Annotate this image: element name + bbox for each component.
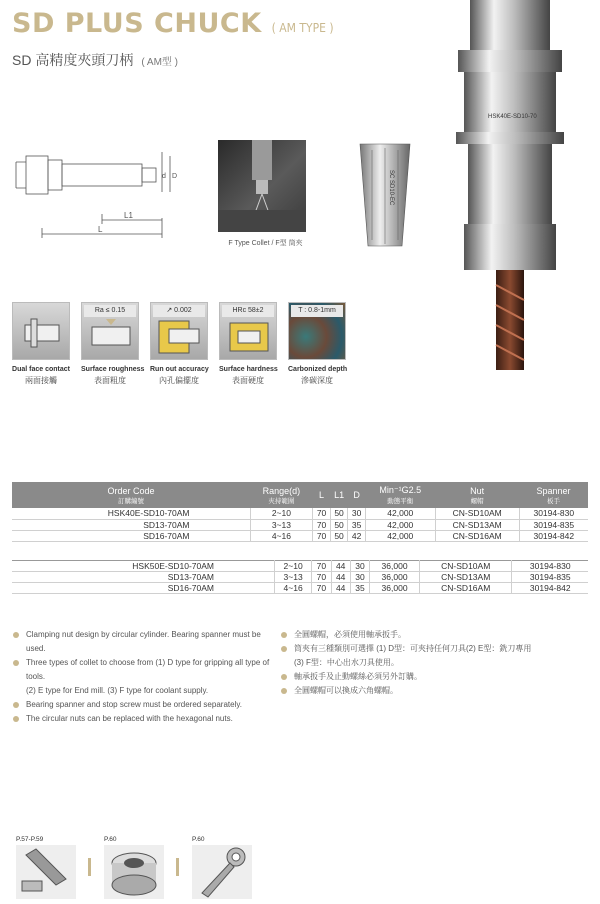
surface-roughness-icon: Ra ≤ 0.15 [81,302,139,360]
machine-photo [218,140,306,232]
carbonized-icon: T : 0.8-1mm [288,302,346,360]
holder-marking: HSK40E-SD10-70 [488,114,537,120]
nut-icon [104,845,164,899]
feature-dual-face: Dual face contact 兩面接觸 [12,302,70,386]
photo-caption: F Type Collet / F型 筒夾 [228,240,303,247]
spanner-icon [16,845,76,899]
table-row: SD13-70AM 3~13 70 50 35 42,000 CN-SD13AM 30194-835 [12,519,588,530]
accessory-spanner: P.57-P.59 [16,836,76,899]
dim-d-label: d [162,173,166,180]
note-item: 軸承扳手及止動螺絲必須另外訂購。 [280,670,590,684]
note-item: Bearing spanner and stop screw must be ordered separately. [12,698,282,712]
note-item: (3) F型：中心出水刀具使用。 [294,658,399,667]
page-title-tag: ( AM TYPE ) [271,21,334,35]
runout-icon: ↗ 0.002 [150,302,208,360]
feature-icons [12,302,346,386]
page-subtitle-tag: ( AM型 ) [141,57,179,68]
table-row: HSK40E-SD10-70AM 2~10 70 50 30 42,000 CN-SD10AM 30194-830 [12,508,588,519]
divider [88,858,91,876]
feature-hardness: HRc 58±2 Surface hardness 表面硬度 [219,302,277,386]
hardness-icon: HRc 58±2 [219,302,277,360]
technical-drawing [12,148,184,240]
table-header-row: Order Code 訂購編號 Range(d) 夾持範圍 L L1 D Min⁻¹G2.5 動態平衡 Nut 螺帽 Spanner 板手 [12,482,588,508]
dim-L-label: L [98,225,103,234]
table-row: SD16-70AM 4~16 70 50 42 42,000 CN-SD16AM 30194-842 [12,530,588,541]
accessory-nut: P.60 [104,836,164,899]
spec-table-hsk40 [12,482,588,542]
note-item: 全圓螺帽，必須使用軸承扳手。 [280,628,590,642]
note-item: Clamping nut design by circular cylinder. Bearing spanner must be used. [12,628,282,656]
note-item: Three types of collet to choose from (1) D type for gripping all type of tools. [12,656,282,684]
divider [176,858,179,876]
note-item: 筒夾有三種類別可選擇 (1) D型：可夾持任何刀具(2) E型：銑刀專用 [280,642,590,656]
collet-image [350,140,420,250]
wrench-icon [192,845,252,899]
page-subtitle-block [12,50,178,70]
page-subtitle: SD 高精度夾頭刀柄 [12,52,134,68]
note-item: 全圓螺帽可以換成六角螺帽。 [280,684,590,698]
note-item: The circular nuts can be replaced with the hexagonal nuts. [12,712,282,726]
table-row: SD16-70AM 4~16 70 44 35 36,000 CN-SD16AM 30194-842 [12,583,588,594]
collet-marking: SC SD10-EC [388,170,394,206]
dim-L1-label: L1 [124,211,133,220]
feature-runout: ↗ 0.002 Run out accuracy 內孔偏擺度 [150,302,208,386]
table-row: HSK50E-SD10-70AM 2~10 70 44 30 36,000 CN-SD10AM 30194-830 [12,561,588,572]
table-row: SD13-70AM 3~13 70 44 30 36,000 CN-SD13AM 30194-835 [12,572,588,583]
page-header [12,8,334,39]
feature-surface-roughness: Ra ≤ 0.15 Surface roughness 表面粗度 [81,302,139,386]
feature-carbonized: T : 0.8-1mm Carbonized depth 滲碳深度 [288,302,346,386]
notes-chinese [280,628,590,698]
accessory-wrench: P.60 [192,836,252,899]
page-title: SD PLUS CHUCK [12,8,262,39]
dual-face-icon [12,302,70,360]
spec-table-hsk50 [12,560,588,594]
note-item: (2) E type for End mill. (3) F type for coolant supply. [26,686,209,695]
dim-D-label: D [172,173,178,180]
notes-english [12,628,282,726]
tool-holder-image [440,0,580,372]
